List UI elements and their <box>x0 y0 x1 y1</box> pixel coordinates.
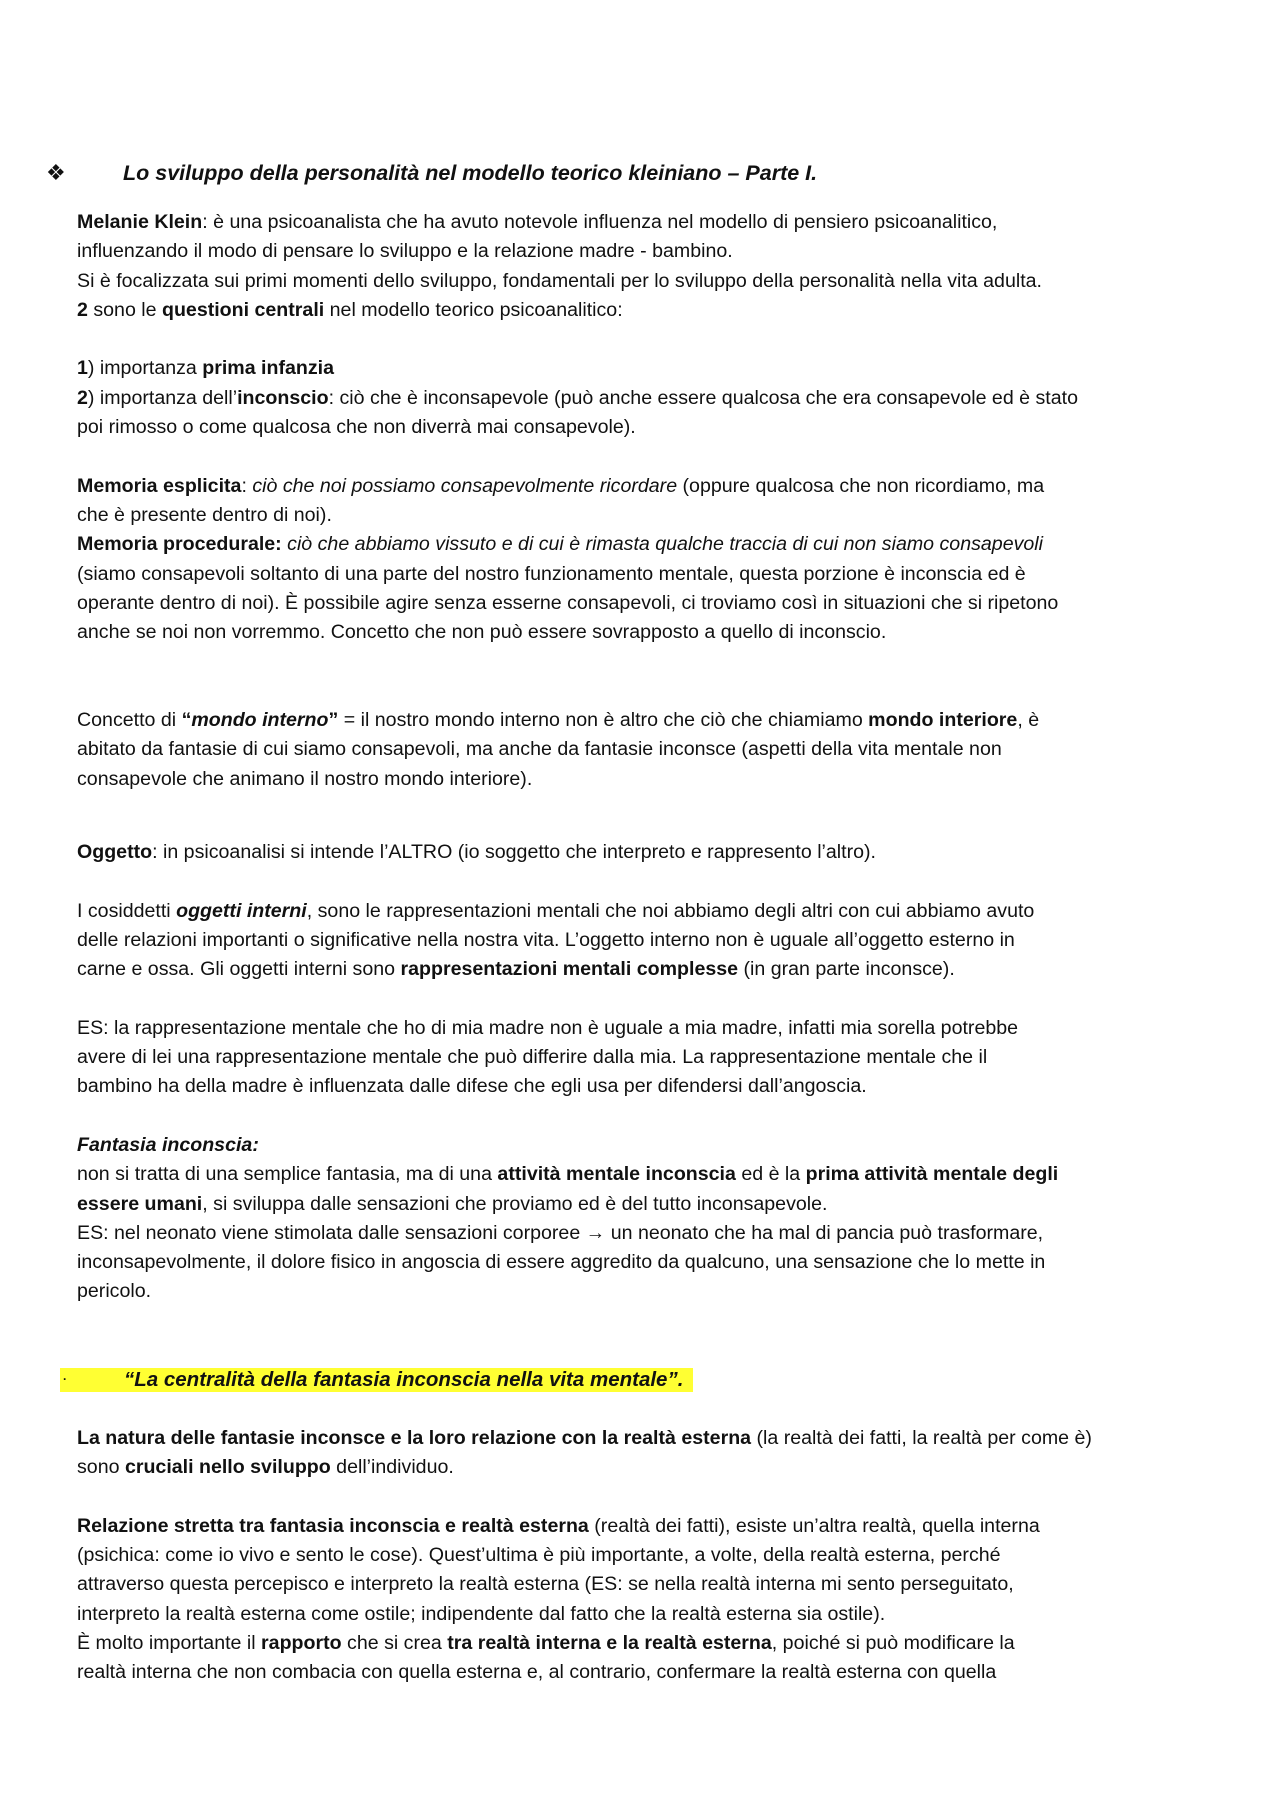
list-item <box>77 354 1217 383</box>
fantasia-line: inconsapevolmente, il dolore fisico in angoscia di essere aggredito da qualcuno, una sensazione che lo mette in <box>77 1251 1046 1274</box>
fantasia-bold: essere umani <box>77 1192 203 1215</box>
diamond-bullet-icon: ❖ <box>46 160 66 185</box>
relazione-line: (psichica: come io vivo e sento le cose). Quest’ultima è più importante, a volte, della realtà esterna, perché <box>77 1544 1001 1567</box>
section-heading-highlighted <box>0 1365 1217 1394</box>
fantasia-paragraph <box>77 1131 1217 1307</box>
quote-mark: “ <box>181 709 192 732</box>
fantasia-text: non si tratta di una semplice fantasia, ma di una <box>77 1163 498 1186</box>
intro-paragraph <box>77 208 1217 325</box>
oggetti-text: , sono le rappresentazioni mentali che noi abbiamo degli altri con cui abbiamo avuto <box>306 899 1035 922</box>
natura-text: sono <box>77 1456 125 1479</box>
relazione-text: che si crea <box>341 1631 448 1654</box>
intro-text: : è una psicoanalista che ha avuto notevole influenza nel modello di pensiero psicoanalitico, <box>202 211 998 233</box>
mondo-text: = il nostro mondo interno non è altro che ciò che chiamiamo <box>338 709 869 732</box>
example-line: ES: la rappresentazione mentale che ho di mia madre non è uguale a mia madre, infatti mia sorella potrebbe <box>77 1016 1019 1039</box>
oggetti-interni-paragraph <box>77 897 1217 985</box>
fantasia-text: ed è la <box>735 1163 806 1186</box>
example-line: avere di lei una rappresentazione mentale che può differire dalla mia. La rappresentazione mentale che il <box>77 1046 988 1069</box>
oggetti-line: delle relazioni importanti o significative nella nostra vita. L’oggetto interno non è uguale all’oggetto esterno in <box>77 928 1015 951</box>
section-heading-text: “La centralità della fantasia inconscia nella vita mentale”. <box>124 1368 684 1392</box>
arrow-right-icon: → <box>585 1221 606 1244</box>
oggetti-text: I cosiddetti <box>77 899 177 922</box>
relazione-bold: Relazione stretta tra fantasia inconscia e realtà esterna <box>77 1514 589 1537</box>
fantasia-text: ES: nel neonato viene stimolata dalle sensazioni corporee <box>77 1221 586 1244</box>
list-text: ) importanza <box>87 357 203 380</box>
fantasia-line: pericolo. <box>77 1280 152 1303</box>
intro-text: nel modello teorico psicoanalitico: <box>324 298 623 321</box>
relazione-line: attraverso questa percepisco e interpreto la realtà esterna (ES: se nella realtà interna mi sento perseguitato, <box>77 1573 1014 1596</box>
memoria-text: (oppure qualcosa che non ricordiamo, ma <box>677 474 1045 497</box>
example-line: bambino ha della madre è influenzata dalle difese che egli usa per difendersi dall’angoscia. <box>77 1075 867 1098</box>
oggetto-paragraph <box>77 838 1217 867</box>
relazione-bold: rapporto <box>261 1631 342 1654</box>
mondo-text: , è <box>1017 709 1040 732</box>
importance-list <box>77 354 1217 442</box>
relazione-bold: tra realtà interna e la realtà esterna <box>447 1631 772 1654</box>
natura-bold: La natura delle fantasie inconsce e la loro relazione con la realtà esterna <box>77 1426 752 1449</box>
document-body <box>63 208 1217 1688</box>
rappresentazioni-label: rappresentazioni mentali complesse <box>400 958 739 981</box>
relazione-text: È molto importante il <box>77 1631 262 1654</box>
list-number: 2 <box>77 386 88 409</box>
fantasia-text: un neonato che ha mal di pancia può trasformare, <box>605 1221 1044 1244</box>
relazione-text: , poiché si può modificare la <box>771 1631 1015 1654</box>
list-item <box>77 384 1217 413</box>
fantasia-bold: prima attività mentale degli <box>805 1163 1059 1186</box>
natura-text: dell’individuo. <box>330 1456 454 1479</box>
list-text: : ciò che è inconsapevole (può anche essere qualcosa che era consapevole ed è stato <box>328 386 1078 409</box>
list-continuation: poi rimosso o come qualcosa che non diverrà mai consapevole). <box>77 416 636 439</box>
mondo-interno-label: mondo interno <box>191 709 329 732</box>
oggetti-text: carne e ossa. Gli oggetti interni sono <box>77 958 401 981</box>
natura-bold: cruciali nello sviluppo <box>124 1456 331 1479</box>
relazione-paragraph <box>77 1512 1217 1688</box>
fantasia-text: , si sviluppa dalle sensazioni che proviamo ed è del tutto inconsapevole. <box>202 1192 828 1215</box>
mondo-line: consapevole che animano il nostro mondo interiore). <box>77 767 533 790</box>
fantasia-bold: attività mentale inconscia <box>497 1163 736 1186</box>
memoria-line: anche se noi non vorremmo. Concetto che non può essere sovrapposto a quello di inconscio. <box>77 621 887 644</box>
memoria-italic: ciò che noi possiamo consapevolmente ricordare <box>252 474 678 497</box>
intro-line-3: Si è focalizzata sui primi momenti dello sviluppo, fondamentali per lo sviluppo della personalità nella vita adulta. <box>77 269 1042 292</box>
relazione-line: interpreto la realtà esterna come ostile; indipendente dal fatto che la realtà esterna sia ostile). <box>77 1602 886 1625</box>
list-bold: inconscio <box>237 386 329 409</box>
melanie-klein-label: Melanie Klein <box>77 211 203 233</box>
mondo-interno-paragraph <box>77 706 1217 794</box>
document-title <box>0 154 1280 192</box>
oggetti-interni-label: oggetti interni <box>176 899 307 922</box>
memoria-line: che è presente dentro di noi). <box>77 503 332 526</box>
oggetti-text: (in gran parte inconsce). <box>738 958 955 981</box>
intro-line-2: influenzando il modo di pensare lo sviluppo e la relazione madre - bambino. <box>77 240 733 263</box>
bullet-dot-icon: · <box>63 1372 67 1387</box>
memoria-text: : <box>241 474 253 497</box>
questions-count: 2 <box>77 298 88 321</box>
example-1-paragraph <box>77 1014 1217 1102</box>
natura-paragraph <box>77 1424 1217 1483</box>
relazione-line: realtà interna che non combacia con quella esterna e, al contrario, confermare la realtà esterna con quella <box>77 1661 997 1684</box>
list-number: 1 <box>77 357 88 380</box>
mondo-line: abitato da fantasie di cui siamo consapevoli, ma anche da fantasie inconsce (aspetti della vita mentale non <box>77 738 1002 761</box>
list-text: ) importanza dell’ <box>87 386 238 409</box>
quote-mark: ” <box>328 709 339 732</box>
memoria-procedurale-label: Memoria procedurale: <box>77 533 282 556</box>
central-questions-label: questioni centrali <box>161 298 325 321</box>
mondo-text: Concetto di <box>77 709 182 732</box>
memoria-paragraph <box>77 472 1217 648</box>
memoria-italic: ciò che abbiamo vissuto e di cui è rimasta qualche traccia di cui non siamo consapevoli <box>281 533 1043 556</box>
oggetto-text: : in psicoanalisi si intende l’ALTRO (io soggetto che interpreto e rappresento l’altro). <box>152 840 876 863</box>
relazione-text: (realtà dei fatti), esiste un’altra realtà, quella interna <box>588 1514 1040 1537</box>
fantasia-heading: Fantasia inconscia: <box>77 1133 259 1156</box>
title-text: Lo sviluppo della personalità nel modello teorico kleiniano – Parte I. <box>123 161 818 185</box>
memoria-esplicita-label: Memoria esplicita <box>77 474 242 497</box>
oggetto-label: Oggetto <box>77 840 153 863</box>
memoria-line: operante dentro di noi). È possibile agire senza esserne consapevoli, ci troviamo così in situazioni che si ripetono <box>77 591 1059 614</box>
list-bold: prima infanzia <box>202 357 334 380</box>
intro-text: sono le <box>87 298 162 321</box>
memoria-line: (siamo consapevoli soltanto di una parte del nostro funzionamento mentale, questa porzione è inconscia ed è <box>77 562 1026 585</box>
natura-text: (la realtà dei fatti, la realtà per come è) <box>751 1426 1092 1449</box>
mondo-interiore-label: mondo interiore <box>868 709 1018 732</box>
